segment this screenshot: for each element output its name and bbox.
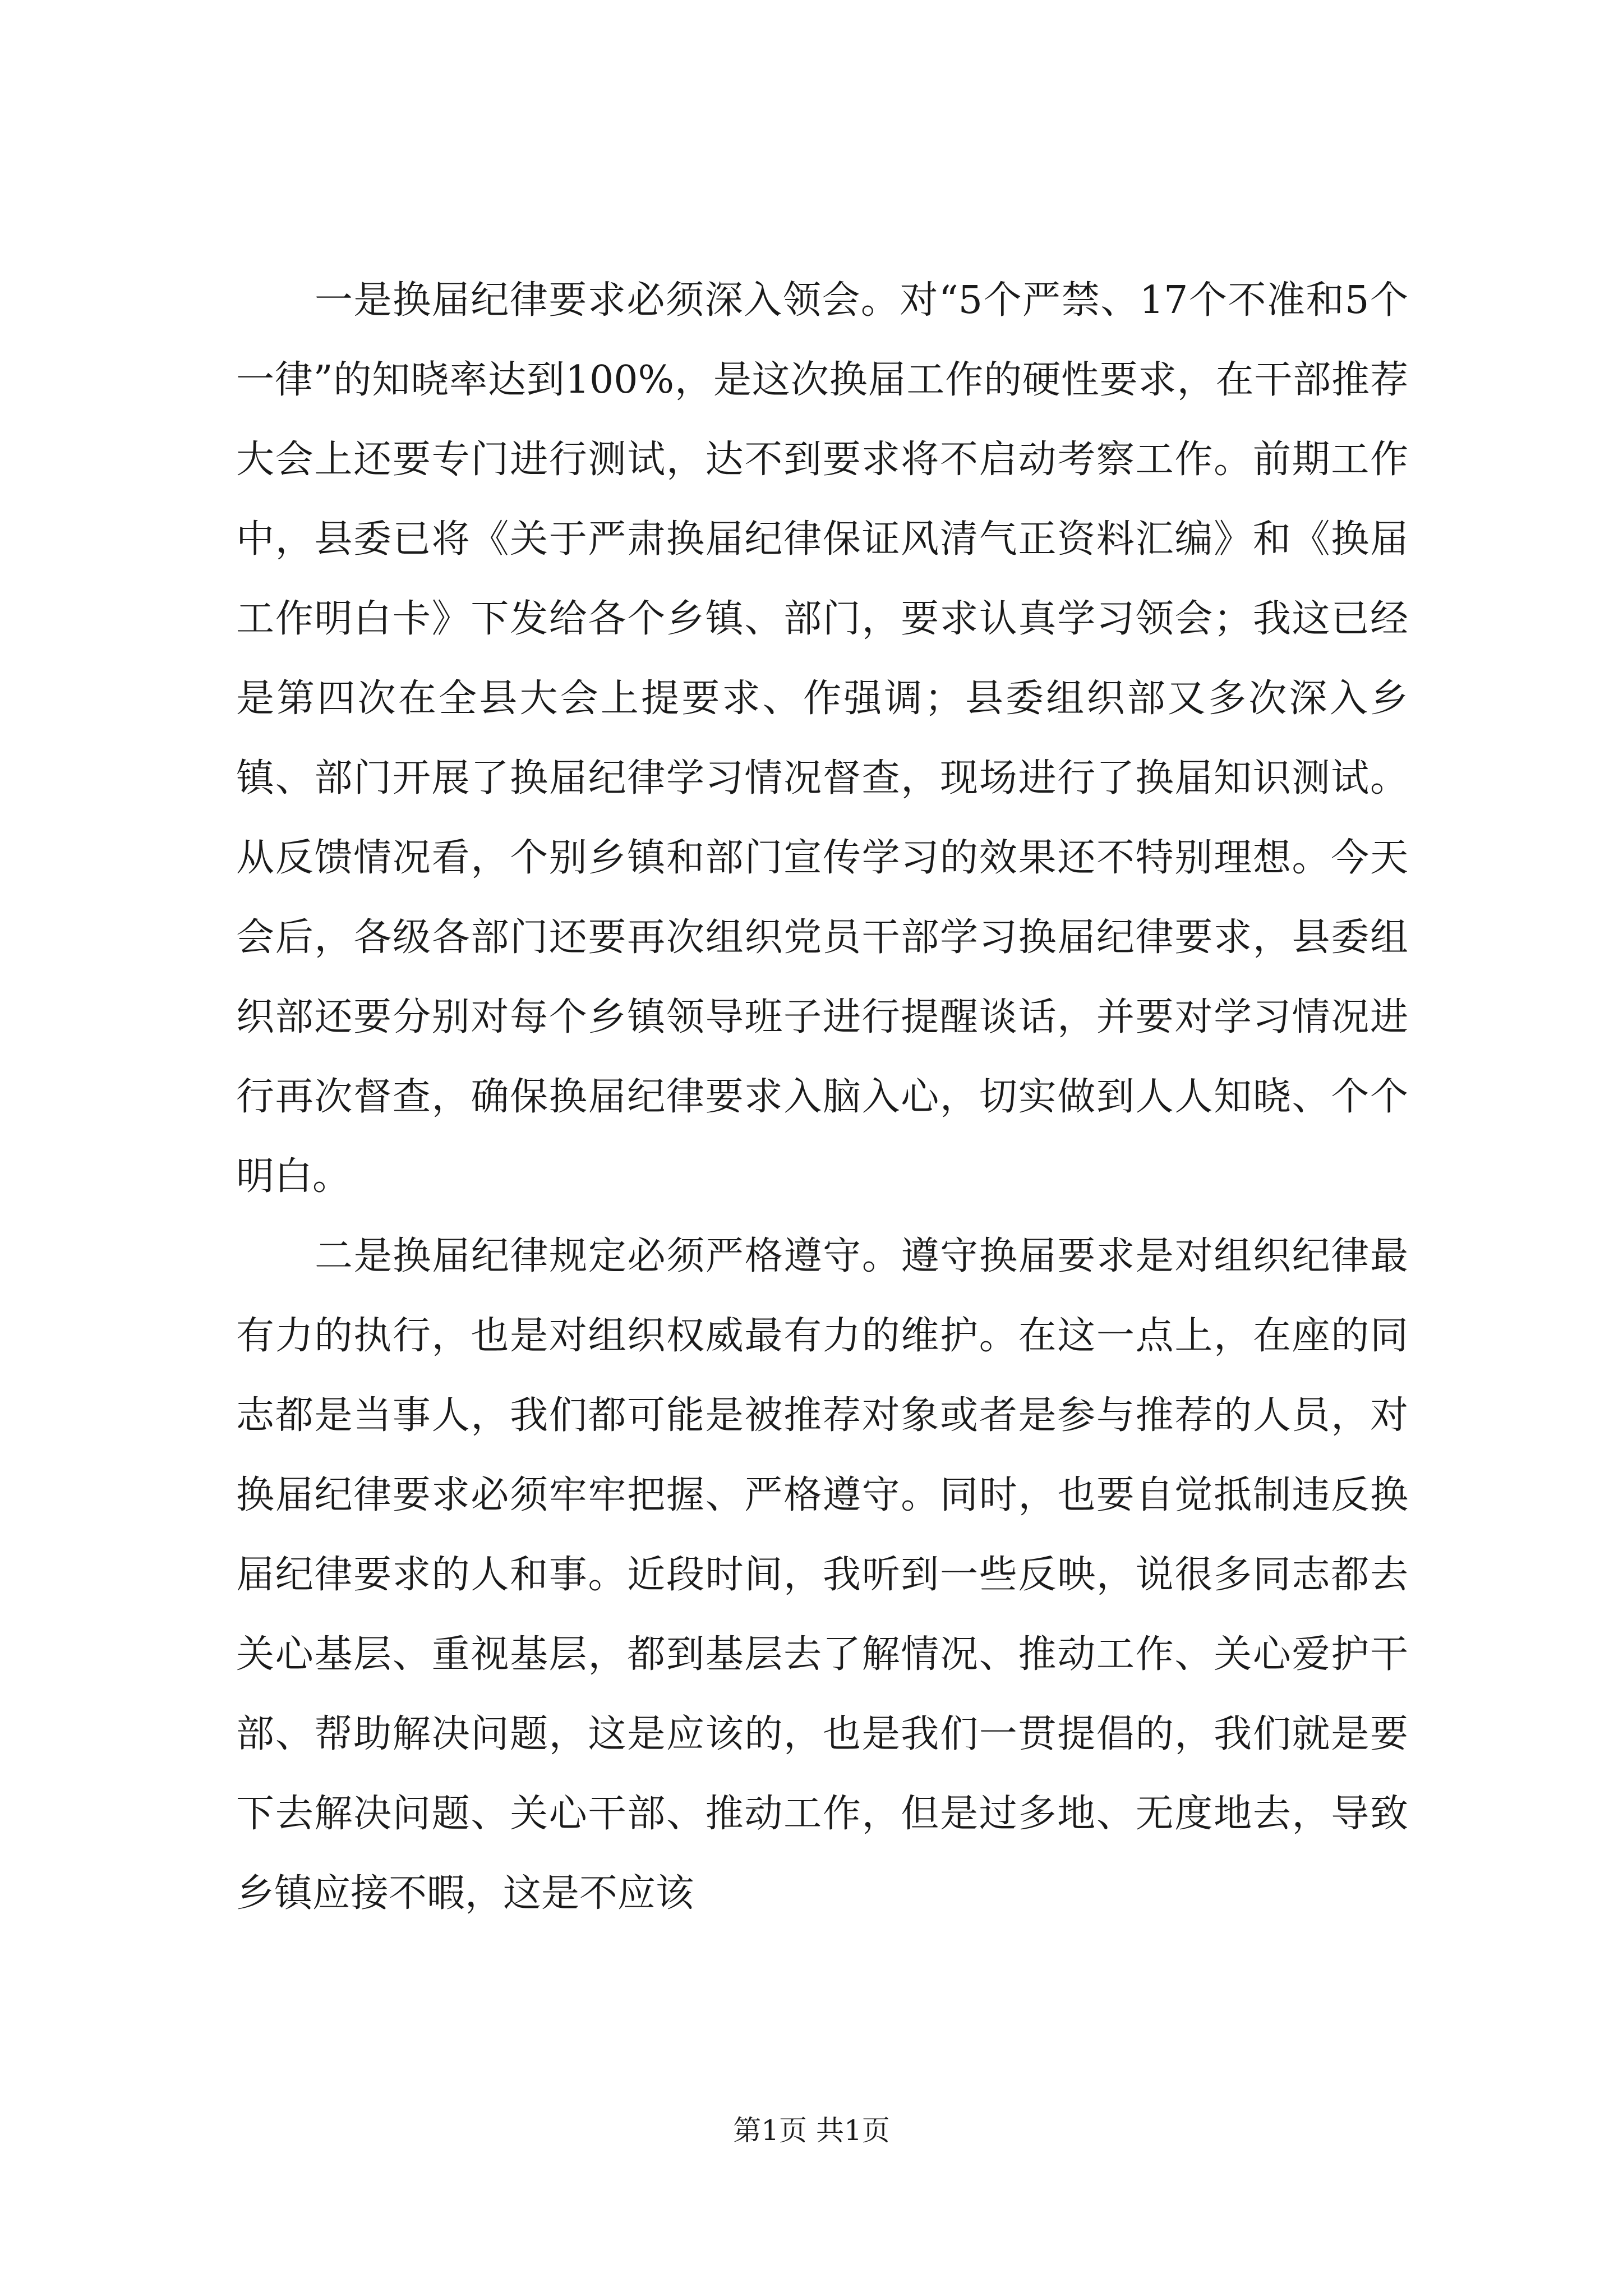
paragraph-2: 二是换届纪律规定必须严格遵守。遵守换届要求是对组织纪律最有力的执行，也是对组织权威最有力的维护。在这一点上，在座的同志都是当事人，我们都可能是被推荐对象或者是参与推荐的人员，对换届纪律要求必须牢牢把握、严格遵守。同时，也要自觉抵制违反换届纪律要求的人和事。近段时间，我听到一些反映，说很多同志都去关心基层、重视基层，都到基层去了解情况、推动工作、关心爱护干部、帮助解决问题，这是应该的，也是我们一贯提倡的，我们就是要下去解决问题、关心干部、推动工作，但是过多地、无度地去，导致乡镇应接不暇，这是不应该 — [236, 1234, 1408, 1916]
document-body — [236, 261, 1408, 1934]
page-footer: 第1页 共1页 — [733, 2114, 890, 2147]
paragraph-1: 一是换届纪律要求必须深入领会。对“5个严禁、17个不准和5个一律”的知晓率达到100%，是这次换届工作的硬性要求，在干部推荐大会上还要专门进行测试，达不到要求将不启动考察工作。前期工作中，县委已将《关于严肃换届纪律保证风清气正资料汇编》和《换届工作明白卡》下发给各个乡镇、部门，要求认真学习领会；我这已经是第四次在全县大会上提要求、作强调；县委组织部又多次深入乡镇、部门开展了换届纪律学习情况督查，现场进行了换届知识测试。从反馈情况看，个别乡镇和部门宣传学习的效果还不特别理想。今天会后，各级各部门还要再次组织党员干部学习换届纪律要求，县委组织部还要分别对每个乡镇领导班子进行提醒谈话，并要对学习情况进行再次督查，确保换届纪律要求入脑入心，切实做到人人知晓、个个明白。 — [236, 278, 1408, 1199]
